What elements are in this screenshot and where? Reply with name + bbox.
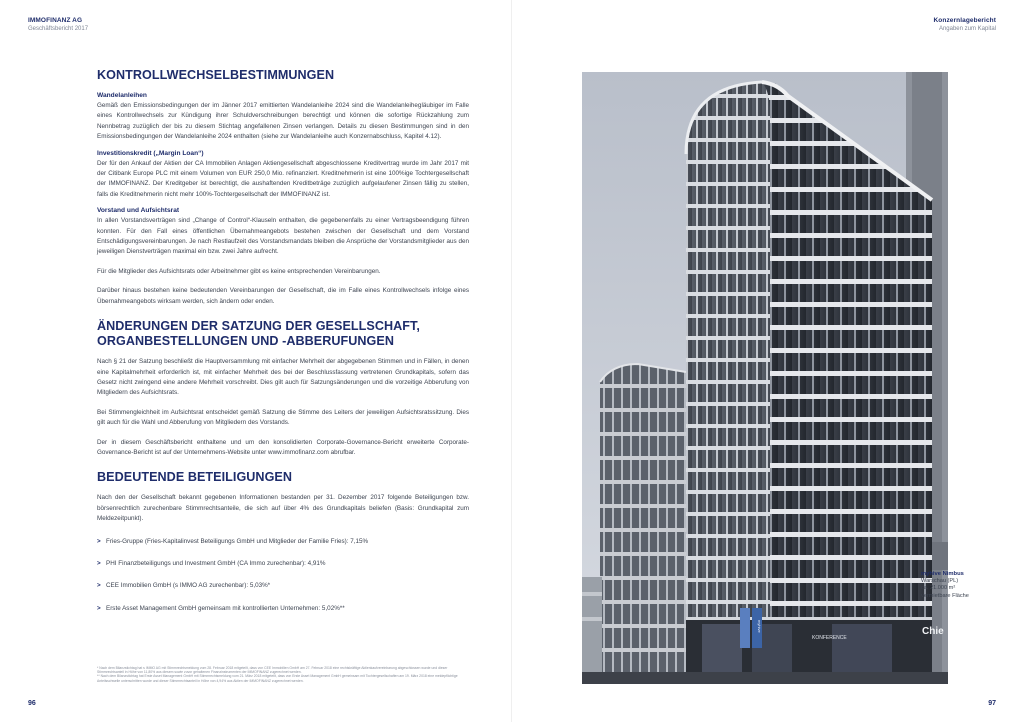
list-item xyxy=(97,537,469,547)
building-photo xyxy=(582,72,948,684)
caption-title: myhive Nimbus xyxy=(921,571,964,577)
footnote-2: ** Nach dem Bilanzstichtag hat Erste Asset Management GmbH mit Stimmrechtsmeldung vom 21. März 2018 mitgeteilt, dass von Erste Asset Management GmbH gemeinsam mit Tochtergesellschaften am 19. März 2018 eine meldepflichtige Anteilsschwelle unterschritten wurde und dieser Stimmrechtsanteil in Höhe von 4,94% aus Aktien der IMMOFINANZ zugerechnet werden. xyxy=(97,674,458,683)
company-name: IMMOFINANZ AG xyxy=(28,17,83,24)
list-item xyxy=(97,581,469,591)
shareholding-text: Fries-Gruppe (Fries-Kapitalinvest Beteiligungs GmbH und Mitglieder der Familie Fries): 7,15% xyxy=(106,537,369,545)
paragraph-vorstand: In allen Vorstandsverträgen sind „Change of Control“-Klauseln enthalten, die gegebenenfalls zu einer Vertragsbeendigung führen konnten. Für den Fall eines öffentlichen Übernahmeangebots bestehen zwischen der Gesellschaft und dem Vorstand Entschädigungsvereinbarungen. Je nach Restlaufzeit des Vorstandsmandats bleiben die Ansprüche der Vorstandsmitglieder aus den jeweiligen Dienstverträgen maximal ein bzw. zwei Jahre aufrecht. xyxy=(97,217,469,256)
bullet-arrow-icon: > xyxy=(97,582,101,590)
heading-satzung-line1: ÄNDERUNGEN DER SATZUNG DER GESELLSCHAFT, xyxy=(97,319,420,334)
heading-satzung-line2: ORGANBESTELLUNGEN UND -ABBERUFUNGEN xyxy=(97,334,395,349)
paragraph-aufsichtsrat-mitglieder: Für die Mitglieder des Aufsichtsrats oder Arbeitnehmer gibt es keine entsprechenden Vereinbarungen. xyxy=(97,267,381,275)
subheading-vorstand: Vorstand und Aufsichtsrat xyxy=(97,207,180,215)
right-building-sign: Chie xyxy=(922,626,944,637)
page-number-right: 97 xyxy=(988,700,996,707)
heading-satzungsaenderungen xyxy=(97,319,469,349)
caption-location: Warschau (PL) xyxy=(921,578,959,585)
main-tower-side xyxy=(686,82,778,674)
page-number-left: 96 xyxy=(28,700,36,707)
paragraph-wandelanleihen: Gemäß den Emissionsbedingungen der im Jänner 2017 emittierten Wandelanleihe 2024 sind die Wandelanleihegläubiger im Falle eines Kontrollwechsels zur Kündigung ihrer Schuldverschreibungen berechtigt und können die sofortige Rückzahlung zum Nennbetrag zuzüglich der bis zu diesem Stichtag angefallenen Zinsen verlangen. Details zu diesen Bestimmungen sind in den Emissionsbedingungen der Wandelanleihe 2024 enthalten (siehe zur Wandelanleihe auch Konzernabschluss, Kapitel 4.12). xyxy=(97,102,469,141)
photo-caption xyxy=(921,571,1001,600)
shareholding-text: PHI Finanzbeteiligungs und Investment GmbH (CA Immo zurechenbar): 4,91% xyxy=(106,559,326,567)
section-name: Konzernlagebericht xyxy=(933,17,996,24)
paragraph-satzung-2: Bei Stimmengleichheit im Aufsichtsrat entscheidet gemäß Satzung die Stimme des Leiters der jeweiligen Aufsichtsratssitzung. Dies gilt auch für die Wahl und Abberufung von Mitgliedern des Vorstands. xyxy=(97,408,469,427)
subsection-name: Angaben zum Kapital xyxy=(938,26,996,32)
main-text-column xyxy=(97,68,469,614)
shareholding-text: Erste Asset Management GmbH gemeinsam mit kontrollierten Unternehmen: 5,02%** xyxy=(106,604,345,612)
list-item xyxy=(97,559,469,569)
paragraph-investitionskredit: Der für den Ankauf der Aktien der CA Immobilien Anlagen Aktiengesellschaft abgeschlossene Kreditvertrag wurde im Jahr 2017 mit der Citibank Europe PLC mit einem Volumen von EUR 250,0 Mio. refinanziert. Kreditnehmerin ist eine 100%ige Tochtergesellschaft der IMMOFINANZ. Der Kreditgeber ist berechtigt, die aushaftenden Kreditbeträge zuzüglich aufgelaufener Zinsen fällig zu stellen, falls die Kreditnehmerin nicht mehr 100%-Tochtergesellschaft der IMMOFINANZ ist. xyxy=(97,159,469,198)
bullet-arrow-icon: > xyxy=(97,537,101,545)
subheading-investitionskredit: Investitionskredit („Margin Loan“) xyxy=(97,149,204,157)
paragraph-satzung-1: Nach § 21 der Satzung beschließt die Hauptversammlung mit einfacher Mehrheit der abgegebenen Stimmen und in Fällen, in denen eine Kapitalmehrheit erforderlich ist, mit einfacher Mehrheit des bei der Beschlussfassung vertretenen Grundkapitals, sofern das Gesetz nicht zwingend eine andere Mehrheit vorschreibt. Dies gilt auch für Satzungsänderungen und die vorzeitige Abberufung von Mitgliedern des Aufsichtsrats. xyxy=(97,358,469,397)
lobby-sign: KONFERENCE xyxy=(812,635,847,641)
running-header-right xyxy=(934,17,996,33)
heading-beteiligungen: BEDEUTENDE BETEILIGUNGEN xyxy=(97,470,293,485)
paragraph-beteiligungen-intro: Nach den der Gesellschaft bekannt gegebenen Informationen bestanden per 31. Dezember 2017 folgende Beteiligungen bzw. börsenrechtlich zurechenbare Stimmrechtsanteile, die sich auf über 4% des Grundkapitals beliefen (Basis: Grundkapital zum Meldezeitpunkt). xyxy=(97,494,469,523)
caption-area: ca. 21.000 m² xyxy=(921,585,956,592)
flag-banner xyxy=(740,608,750,648)
paragraph-satzung-3: Der in diesem Geschäftsbericht enthaltene und um den konsolidierten Corporate-Governance-Bericht erweiterte Corporate-Governance-Bericht ist auf der Unternehmens-Website unter www.immofinanz.com abrufbar. xyxy=(97,438,469,456)
caption-area-label: vermietbare Fläche xyxy=(921,592,969,599)
footnotes xyxy=(97,666,469,683)
shareholding-text: CEE Immobilien GmbH (s IMMO AG zurechenbar): 5,03%* xyxy=(106,582,271,590)
bullet-arrow-icon: > xyxy=(97,559,101,567)
bullet-arrow-icon: > xyxy=(97,604,101,612)
running-header-left xyxy=(28,17,88,33)
heading-kontrollwechsel: KONTROLLWECHSELBESTIMMUNGEN xyxy=(97,68,335,82)
facade-sign: myhive xyxy=(757,620,762,633)
building-illustration xyxy=(582,72,948,684)
list-item xyxy=(97,604,469,614)
street xyxy=(582,672,948,684)
footnote-1: * Nach dem Bilanzstichtag hat s IMMO AG mit Stimmrechtsmeldung vom 28. Februar 2018 mitgeteilt, dass von CEE Immobilien GmbH am 27. Februar 2018 eine rechtskräftige Aktienkaufvereinbarung abgeschlossen wurde und dieser Stimmrechtsanteil in Höhe von 11,80% aus diesem sowie zuvor gehaltenen Finanzinstrumenten der IMMOFINANZ zugerechnet werden. xyxy=(97,666,448,675)
left-building xyxy=(600,364,686,674)
report-name: Geschäftsbericht 2017 xyxy=(28,26,89,32)
subheading-wandelanleihen: Wandelanleihen xyxy=(97,92,147,99)
paragraph-weitere-vereinbarungen: Darüber hinaus bestehen keine bedeutenden Vereinbarungen der Gesellschaft, die im Falle eines Kontrollwechsels infolge eines Übernahmeangebots wirksam werden, sich ändern oder enden. xyxy=(97,287,469,305)
